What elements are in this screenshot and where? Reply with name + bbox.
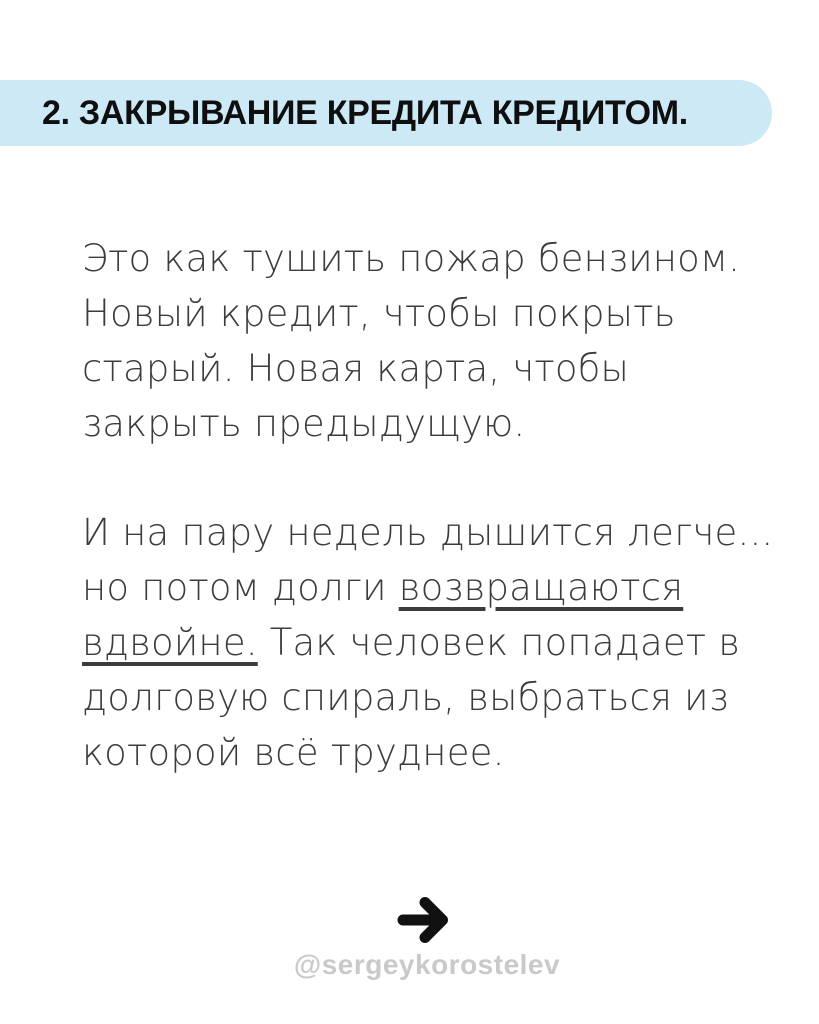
paragraph-2-line	[82, 560, 742, 615]
paragraph-2-text: Так человек попадает в	[257, 621, 741, 664]
watermark: @sergeykorostelev	[293, 949, 561, 980]
paragraph-2-text: но потом долги	[82, 566, 399, 609]
paragraph-2-line	[82, 615, 742, 670]
title-banner	[0, 80, 772, 146]
paragraph-2-line: долговую спираль, выбраться из	[82, 676, 729, 719]
page-title: 2. ЗАКРЫВАНИЕ КРЕДИТА КРЕДИТОМ.	[42, 93, 688, 132]
paragraph-2	[82, 505, 774, 780]
paragraph-2-line: которой всё труднее.	[82, 731, 505, 774]
paragraph-2-line: И на пару недель дышится легче...	[82, 511, 774, 554]
paragraph-1-line: старый. Новая карта, чтобы	[82, 347, 630, 390]
paragraph-1-line: Это как тушить пожар бензином.	[82, 237, 741, 280]
paragraph-1-line: закрыть предыдущую.	[82, 402, 526, 445]
paragraph-1	[82, 231, 742, 451]
paragraph-1-line: Новый кредит, чтобы покрыть	[82, 292, 676, 335]
underlined-phrase: возвращаются	[398, 566, 684, 609]
arrow-right-icon	[396, 894, 458, 946]
underlined-phrase: вдвойне.	[82, 621, 258, 664]
